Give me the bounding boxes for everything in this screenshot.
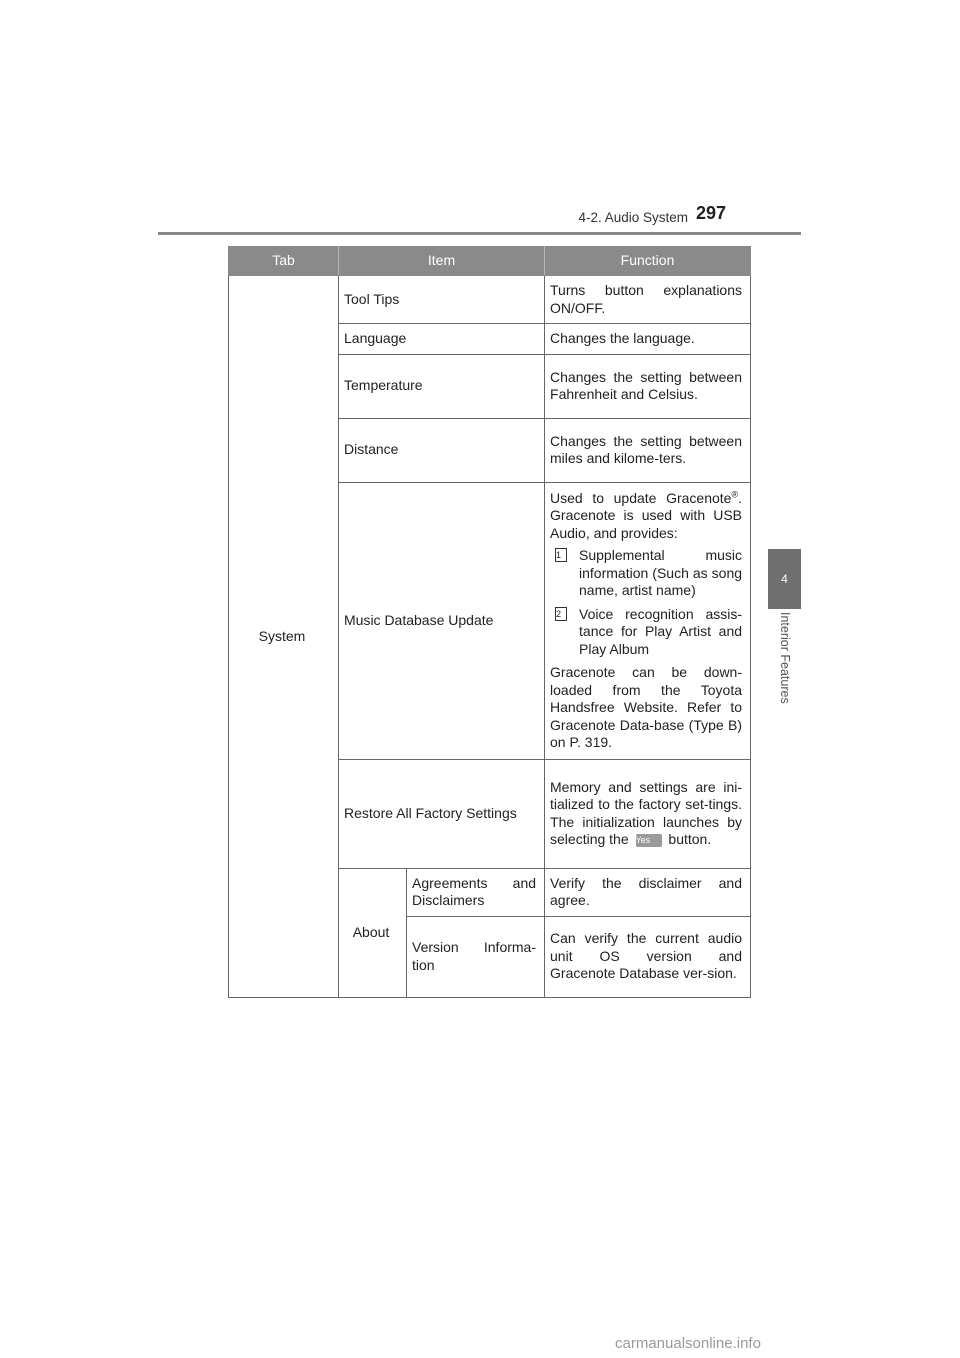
number-two-icon: 2	[555, 607, 567, 621]
table-header-row	[229, 247, 751, 276]
restore-text: Memory and settings are ini-tialized to the factory set-tings. The initialization launches by selecting the	[550, 778, 743, 847]
tab-cell-system: System	[229, 276, 339, 998]
number-one-icon: 1	[555, 548, 567, 562]
music-db-intro: Used to update Gracenote®. Gracenote is used with USB Audio, and provides:	[550, 488, 743, 541]
item-language: Language	[339, 324, 545, 355]
list-item	[555, 606, 742, 659]
function-tool-tips: Turns button explanations ON/OFF.	[545, 276, 751, 324]
watermark: carmanualsonline.info	[615, 1335, 761, 1352]
function-language: Changes the language.	[545, 324, 751, 355]
function-restore-factory-settings	[545, 759, 751, 868]
music-db-outro: Gracenote can be down-loaded from the Toyota Handsfree Website. Refer to Gracenote Data-base (Type B) on P. 319.	[550, 664, 743, 750]
item-temperature: Temperature	[339, 354, 545, 418]
restore-text-end: button.	[668, 831, 712, 847]
item-music-database-update: Music Database Update	[339, 482, 545, 759]
header-divider	[158, 232, 801, 235]
section-title: 4-2. Audio System	[578, 210, 688, 225]
item-restore-factory-settings: Restore All Factory Settings	[339, 759, 545, 868]
list-item-text: Supplemental music information (Such as song name, artist name)	[579, 547, 743, 598]
chapter-title: Interior Features	[778, 612, 792, 704]
column-header-tab: Tab	[229, 247, 339, 276]
column-header-function: Function	[545, 247, 751, 276]
settings-table	[228, 246, 751, 998]
registered-mark: ®	[731, 488, 739, 499]
list-item-text: Voice recognition assis-tance for Play Artist and Play Album	[579, 605, 743, 657]
subitem-version-information: Version Informa-tion	[407, 916, 545, 997]
item-tool-tips: Tool Tips	[339, 276, 545, 324]
function-music-database-update	[545, 482, 751, 759]
list-item	[555, 547, 742, 600]
yes-button-icon: Yes	[636, 834, 662, 847]
column-header-item: Item	[339, 247, 545, 276]
chapter-tab: 4	[768, 549, 801, 609]
function-temperature: Changes the setting between Fahrenheit and Celsius.	[545, 354, 751, 418]
function-distance: Changes the setting between miles and kilome-ters.	[545, 418, 751, 482]
item-about: About	[339, 868, 407, 997]
item-distance: Distance	[339, 418, 545, 482]
function-agreements: Verify the disclaimer and agree.	[545, 868, 751, 916]
page-header	[0, 0, 960, 240]
table-row	[229, 276, 751, 324]
page-number: 297	[696, 203, 727, 223]
function-version-information: Can verify the current audio unit OS version and Gracenote Database ver-sion.	[545, 916, 751, 997]
subitem-agreements: Agreements and Disclaimers	[407, 868, 545, 916]
